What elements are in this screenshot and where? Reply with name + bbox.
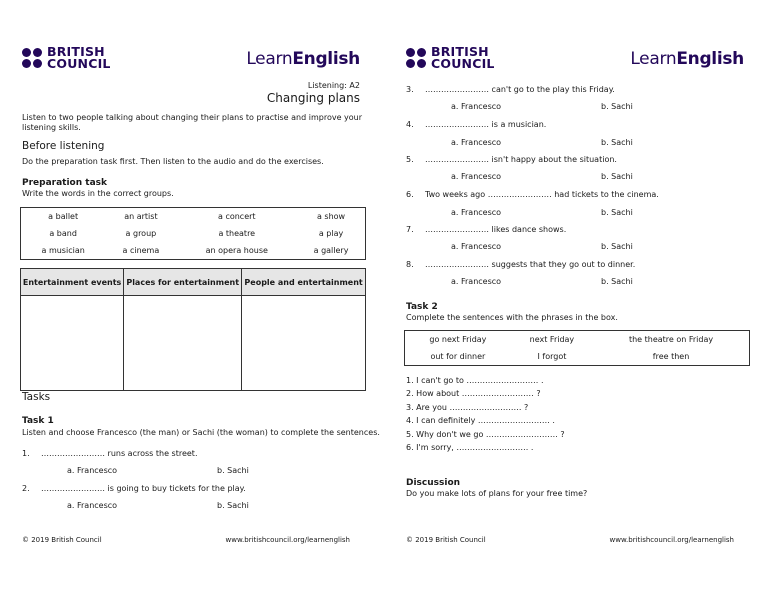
sentence: 4. I can definitely ……………………… .: [406, 416, 555, 425]
logo-dots-icon: [406, 48, 426, 68]
option-a[interactable]: a. Francesco: [451, 208, 502, 217]
word-cell: a ballet: [48, 212, 79, 221]
option-b[interactable]: b. Sachi: [601, 172, 633, 181]
question-text: Two weeks ago …………………… had tickets to the cinema.: [425, 190, 659, 199]
task2-heading: Task 2: [406, 302, 438, 312]
phrase-cell: next Friday: [529, 335, 575, 344]
word-cell: a group: [125, 229, 157, 238]
word-row: [21, 225, 366, 242]
discussion-heading: Discussion: [406, 478, 461, 488]
option-a[interactable]: a. Francesco: [67, 466, 118, 475]
sentence: 1. I can't go to ……………………… .: [406, 376, 544, 385]
option-a[interactable]: a. Francesco: [451, 172, 502, 181]
word-cell: a theatre: [218, 229, 256, 238]
column-header: Places for entertainment: [124, 269, 242, 296]
word-cell: a show: [316, 212, 346, 221]
sentence: 6. I'm sorry, ……………………… .: [406, 443, 534, 452]
option-a[interactable]: a. Francesco: [67, 501, 118, 510]
phrase-cell: the theatre on Friday: [628, 335, 714, 344]
column-header: People and entertainment: [242, 269, 366, 296]
question-text: …………………… likes dance shows.: [425, 225, 567, 234]
question-text: …………………… suggests that they go out to dinner.: [425, 260, 636, 269]
task2-instruction: Complete the sentences with the phrases in the box.: [406, 313, 618, 322]
word-cell: an artist: [124, 212, 158, 221]
phrase-row: [405, 331, 750, 349]
answer-cell[interactable]: [242, 296, 366, 391]
word-cell: a band: [49, 229, 77, 238]
option-b[interactable]: b. Sachi: [601, 102, 633, 111]
tasks-heading: Tasks: [22, 391, 51, 403]
intro-text: Listen to two people talking about changing their plans to practise and improve your listening skills.: [22, 113, 363, 132]
question-number: 5.: [406, 155, 414, 164]
task1-instruction: Listen and choose Francesco (the man) or Sachi (the woman) to complete the sentences.: [22, 428, 380, 437]
phrase-cell: out for dinner: [430, 352, 486, 361]
phrase-cell: go next Friday: [429, 335, 487, 344]
learnenglish-logo: LearnEnglish: [630, 49, 744, 69]
word-cell: an opera house: [205, 246, 268, 255]
phrase-row: [405, 348, 750, 366]
phrase-cell: I forgot: [537, 352, 567, 361]
question-text: …………………… is a musician.: [425, 120, 547, 129]
phrase-cell: free then: [652, 352, 690, 361]
word-row: [21, 242, 366, 260]
categories-table: [20, 268, 366, 391]
before-heading: Before listening: [22, 140, 105, 152]
word-row: [21, 208, 366, 226]
word-cell: a cinema: [122, 246, 160, 255]
prep-instruction: Write the words in the correct groups.: [22, 189, 174, 198]
sentence: 2. How about ……………………… ?: [406, 389, 541, 398]
question-text: …………………… is going to buy tickets for the play.: [41, 484, 246, 493]
footer-url[interactable]: www.britishcouncil.org/learnenglish: [225, 536, 350, 544]
question-number: 8.: [406, 260, 414, 269]
option-a[interactable]: a. Francesco: [451, 138, 502, 147]
option-a[interactable]: a. Francesco: [451, 242, 502, 251]
learnenglish-logo: LearnEnglish: [246, 49, 360, 69]
option-a[interactable]: a. Francesco: [451, 277, 502, 286]
british-council-logo: BRITISH COUNCIL: [406, 46, 495, 69]
page-right: [384, 0, 768, 594]
answer-cell[interactable]: [124, 296, 242, 391]
footer-copyright: © 2019 British Council: [22, 536, 102, 544]
page-title: Changing plans: [266, 91, 360, 105]
footer-url[interactable]: www.britishcouncil.org/learnenglish: [609, 536, 734, 544]
prep-heading: Preparation task: [22, 178, 107, 188]
question-number: 7.: [406, 225, 414, 234]
answer-cell[interactable]: [21, 296, 124, 391]
question-number: 4.: [406, 120, 414, 129]
footer-copyright: © 2019 British Council: [406, 536, 486, 544]
phrase-box: [404, 330, 750, 366]
question-text: …………………… can't go to the play this Friday.: [425, 85, 615, 94]
question-text: …………………… isn't happy about the situation.: [425, 155, 617, 164]
question-number: 6.: [406, 190, 414, 199]
option-a[interactable]: a. Francesco: [451, 102, 502, 111]
word-cell: a play: [318, 229, 344, 238]
question-text: …………………… runs across the street.: [41, 449, 198, 458]
question-number: 1.: [22, 449, 30, 458]
logo-dots-icon: [22, 48, 42, 68]
column-header: Entertainment events: [21, 269, 124, 296]
option-b[interactable]: b. Sachi: [601, 277, 633, 286]
option-b[interactable]: b. Sachi: [217, 466, 249, 475]
sentence: 3. Are you ……………………… ?: [406, 403, 529, 412]
option-b[interactable]: b. Sachi: [601, 242, 633, 251]
level-label: Listening: A2: [307, 81, 360, 90]
before-text: Do the preparation task first. Then listen to the audio and do the exercises.: [22, 157, 324, 166]
question-number: 3.: [406, 85, 414, 94]
option-b[interactable]: b. Sachi: [217, 501, 249, 510]
word-cell: a concert: [218, 212, 256, 221]
word-box: [20, 207, 366, 260]
discussion-question: Do you make lots of plans for your free time?: [406, 489, 588, 498]
british-council-logo: BRITISH COUNCIL: [22, 46, 111, 69]
sentence: 5. Why don't we go ……………………… ?: [406, 430, 565, 439]
word-cell: a gallery: [313, 246, 349, 255]
word-cell: a musician: [41, 246, 85, 255]
option-b[interactable]: b. Sachi: [601, 208, 633, 217]
question-number: 2.: [22, 484, 30, 493]
option-b[interactable]: b. Sachi: [601, 138, 633, 147]
task1-heading: Task 1: [22, 416, 54, 426]
